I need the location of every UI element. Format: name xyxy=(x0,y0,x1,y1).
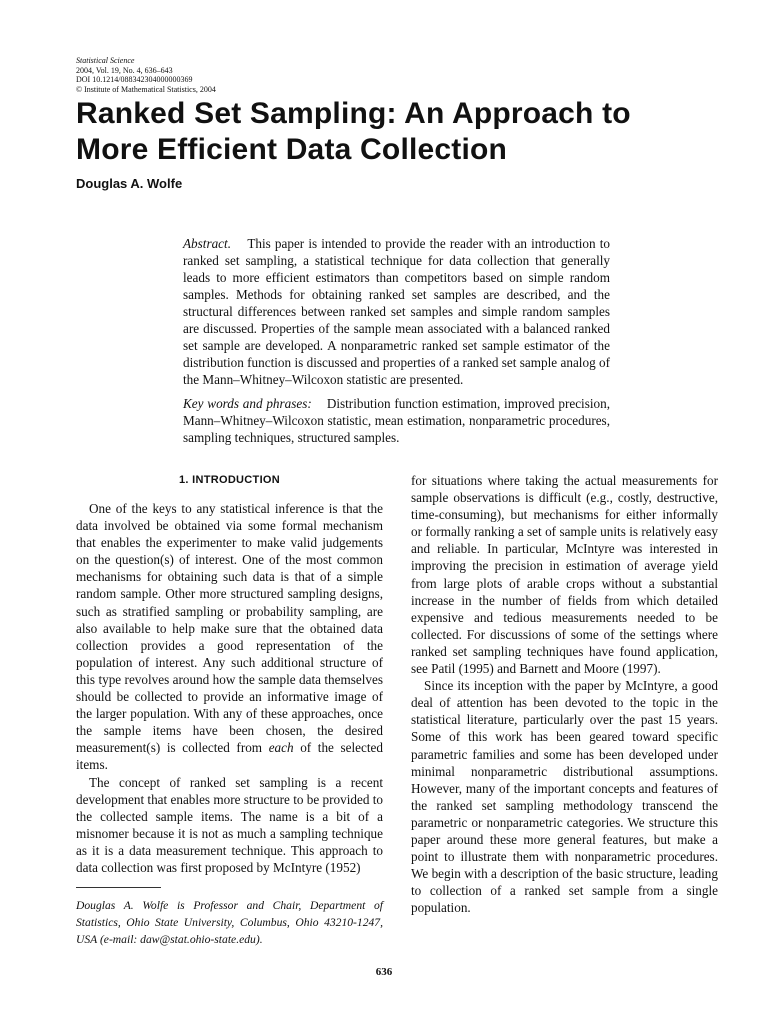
keywords-label: Key words and phrases: xyxy=(183,396,312,411)
section-heading-introduction: 1. INTRODUCTION xyxy=(178,474,281,486)
author-footnote: Douglas A. Wolfe is Professor and Chair, Department of Statistics, Ohio State University, Columbus, Ohio 43210-1247, USA (e-mail: daw@stat.ohio-state.edu). xyxy=(76,899,383,946)
abstract-paragraph xyxy=(183,235,610,388)
journal-volume: 2004, Vol. 19, No. 4, 636–643 xyxy=(76,65,173,75)
abstract-label: Abstract. xyxy=(183,236,231,251)
intro-p1-before: One of the keys to any statistical inference is that the data involved be obtained via some formal mechanism that enables the experimenter to make valid judgements on the question(s) of interest. One of the most common mechanisms for obtaining such data is that of a simple random sample. Other more structured sampling designs, such as stratified sampling or probability sampling, are also available to help make sure that the obtained data collection provides a good representation of the population of interest. Any such additional structure of this type revolves around how the sample data themselves should be collected to provide an informative image of the larger population. With any of these approaches, once the sample items have been chosen, the desired measurement(s) is collected from xyxy=(76,501,383,756)
intro-paragraph-4: Since its inception with the paper by McIntyre, a good deal of attention has been devoted to the topic in the statistical literature, particularly over the past 15 years. Some of this work has been geared toward specific parametric families and some has been developed under minimal nonparametric distributional assumptions. However, many of the important concepts and features of the ranked set sampling methodology transcend the parametric or nonparametric categories. We structure this paper around these more general features, but make a point to illustrate them with nonparametric procedures. We begin with a description of the basic structure, leading to collection of a ranked set sample from a single population. xyxy=(411,678,718,916)
intro-p1-after: of the selected items. xyxy=(76,740,383,773)
abstract-block xyxy=(183,235,610,446)
intro-paragraph-3: for situations where taking the actual measurements for sample observations is difficult (e.g., costly, destructive, time-consuming), but mechanisms for either informally or formally ranking a set of sample units is relatively easy and reliable. In particular, McIntyre was interested in improving the precision in estimation of average yield from large plots of arable crops without a substantial increase in the number of fields from which detailed expensive and tedious measurements needed to be collected. For discussions of some of the settings where ranked set sampling techniques have found application, see Patil (1995) and Barnett and Moore (1997). xyxy=(411,473,718,677)
journal-doi: DOI 10.1214/088342304000000369 xyxy=(76,75,193,85)
footnote-divider xyxy=(76,887,161,888)
intro-paragraph-1 xyxy=(76,500,383,774)
abstract-text: This paper is intended to provide the reader with an introduction to ranked set sampling, a statistical technique for data collection that generally leads to more efficient estimators than competitors based on simple random samples. Methods for obtaining ranked set samples are described, and the structural differences between ranked set samples and simple random samples are discussed. Properties of the sample mean associated with a balanced ranked set sample are developed. A nonparametric ranked set sample estimator of the distribution function is discussed and properties of a ranked set sample analog of the Mann–Whitney–Wilcoxon statistic are presented. xyxy=(183,236,611,387)
keywords-text: Distribution function estimation, improved precision, Mann–Whitney–Wilcoxon statistic, mean estimation, nonparametric procedures, sampling techniques, structured samples. xyxy=(183,396,610,445)
page-number: 636 xyxy=(375,966,393,978)
right-column xyxy=(411,472,718,916)
journal-name: Statistical Science xyxy=(76,56,135,65)
paper-title xyxy=(76,96,716,168)
keywords-paragraph xyxy=(183,395,610,446)
journal-header xyxy=(76,56,216,94)
left-column xyxy=(76,500,383,876)
paper-title-line-2: More Efficient Data Collection xyxy=(76,133,508,166)
paper-title-line-1: Ranked Set Sampling: An Approach to xyxy=(76,97,631,130)
journal-copyright: © Institute of Mathematical Statistics, 2004 xyxy=(76,84,216,94)
intro-p1-emphasis: each xyxy=(268,740,294,756)
intro-paragraph-2: The concept of ranked set sampling is a recent development that enables more structure to be provided to the collected sample items. The name is a bit of a misnomer because it is not as much a sampling technique as it is a data measurement technique. This approach to data collection was first proposed by McIntyre (1952) xyxy=(76,774,383,875)
author-name: Douglas A. Wolfe xyxy=(76,176,183,191)
